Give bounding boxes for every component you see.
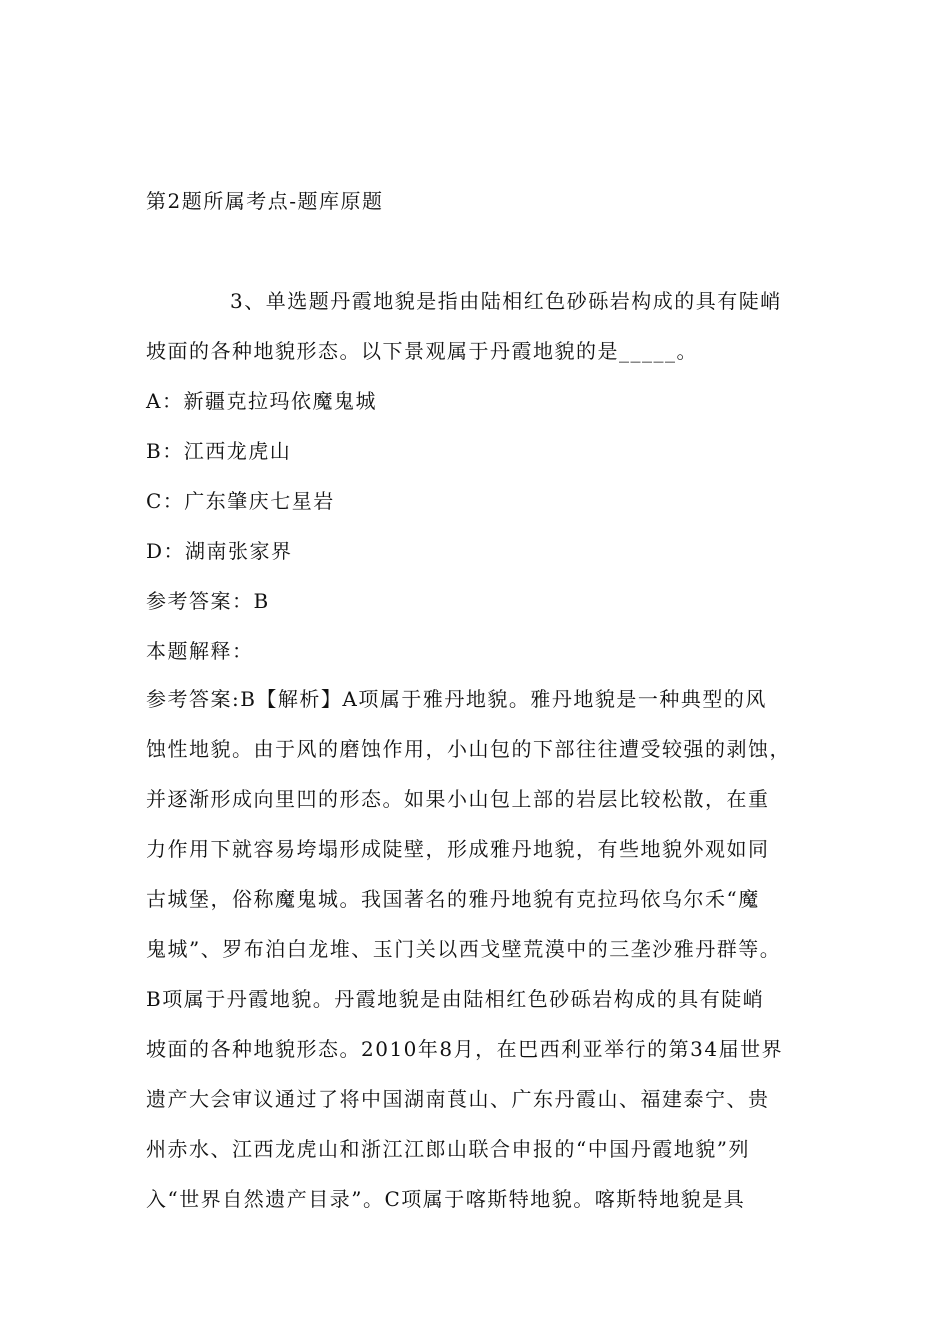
explanation-line: 蚀性地貌。由于风的磨蚀作用，小山包的下部往往遭受较强的剥蚀， (146, 737, 791, 761)
explanation-line: 古城堡，俗称魔鬼城。我国著名的雅丹地貌有克拉玛依乌尔禾“魔 (146, 887, 760, 911)
option-d: D：湖南张家界 (146, 539, 293, 563)
explanation-line: 力作用下就容易垮塌形成陡壁，形成雅丹地貌，有些地貌外观如同 (146, 837, 770, 861)
explanation-line: 州赤水、江西龙虎山和浙江江郎山联合申报的“中国丹霞地貌”列 (146, 1137, 750, 1161)
option-b: B：江西龙虎山 (146, 439, 292, 463)
explanation-line: B项属于丹霞地貌。丹霞地貌是由陆相红色砂砾岩构成的具有陡峭 (146, 987, 765, 1011)
explanation-line: 并逐渐形成向里凹的形态。如果小山包上部的岩层比较松散，在重 (146, 787, 770, 811)
option-a: A：新疆克拉玛依魔鬼城 (146, 389, 377, 413)
explanation-line: 坡面的各种地貌形态。2010年8月，在巴西利亚举行的第34届世界 (146, 1037, 784, 1061)
section-title: 第2题所属考点-题库原题 (146, 189, 384, 213)
explanation-line: 入“世界自然遗产目录”。C项属于喀斯特地貌。喀斯特地貌是具 (146, 1187, 746, 1211)
question-line-1: 3、单选题丹霞地貌是指由陆相红色砂砾岩构成的具有陡峭 (230, 289, 782, 313)
explanation-line: 参考答案:B【解析】A项属于雅丹地貌。雅丹地貌是一种典型的风 (146, 687, 767, 711)
explanation-line: 鬼城”、罗布泊白龙堆、玉门关以西戈壁荒漠中的三垄沙雅丹群等。 (146, 937, 782, 961)
reference-answer: 参考答案：B (146, 589, 270, 613)
question-line-2: 坡面的各种地貌形态。以下景观属于丹霞地貌的是_____。 (146, 339, 698, 363)
option-c: C：广东肇庆七星岩 (146, 489, 335, 513)
explanation-line: 遗产大会审议通过了将中国湖南莨山、广东丹霞山、福建泰宁、贵 (146, 1087, 770, 1111)
explanation-label: 本题解释： (146, 639, 254, 663)
